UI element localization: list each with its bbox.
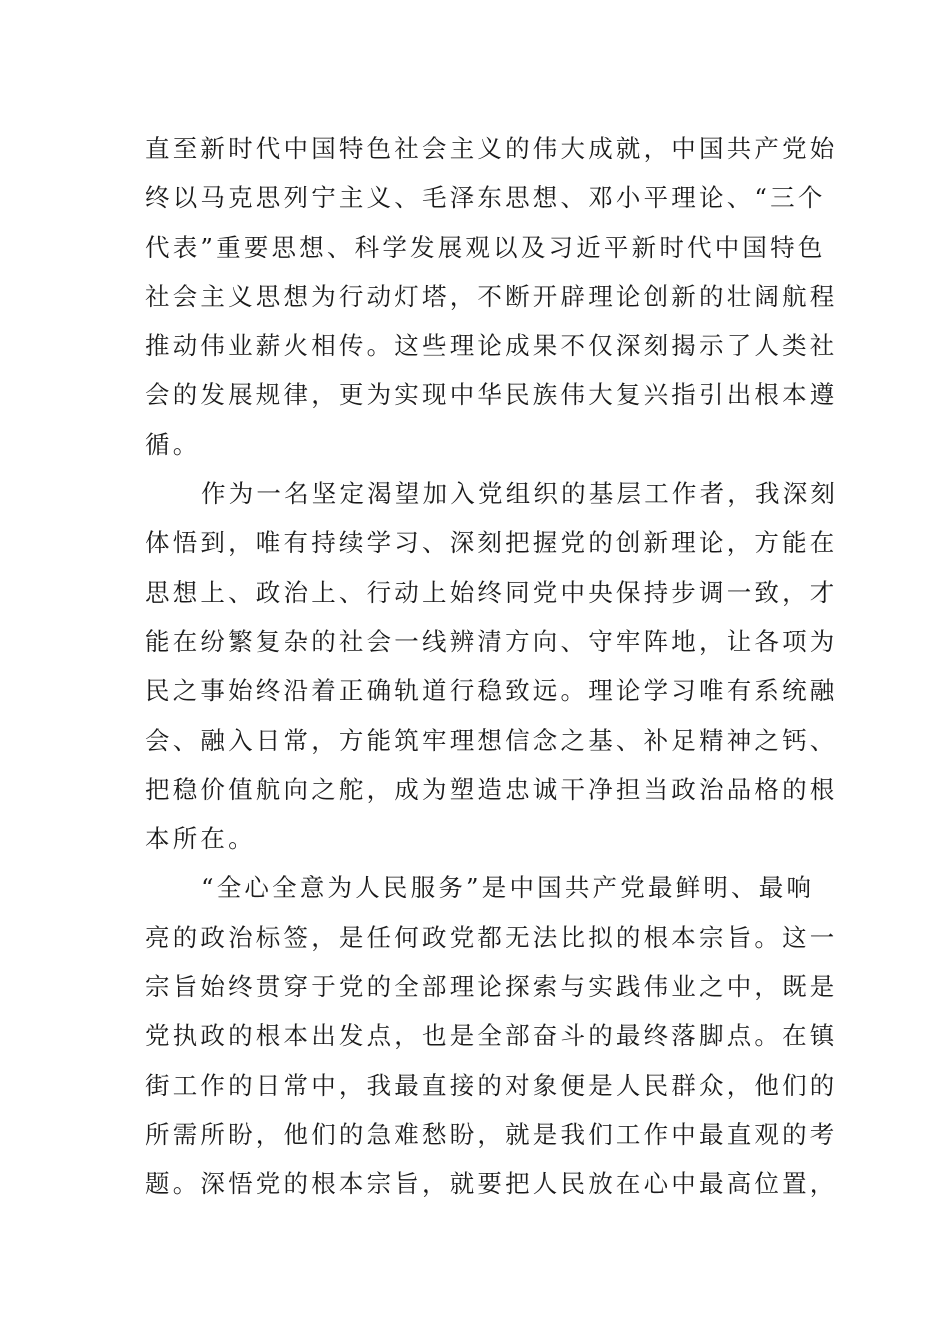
text-line: 题。深悟党的根本宗旨，就要把人民放在心中最高位置，: [145, 1169, 838, 1199]
text-line: 所需所盼，他们的急难愁盼，就是我们工作中最直观的考: [145, 1119, 838, 1149]
text-line: 循。: [145, 429, 201, 459]
text-line: 街工作的日常中，我最直接的对象便是人民群众，他们的: [145, 1070, 838, 1100]
text-line: 代表”重要思想、科学发展观以及习近平新时代中国特色: [145, 232, 826, 262]
text-line: 直至新时代中国特色社会主义的伟大成就，中国共产党始: [145, 134, 838, 163]
document-body: [145, 124, 839, 1209]
paragraph-3: [145, 863, 838, 1208]
text-line: 宗旨始终贯穿于党的全部理论探索与实践伟业之中，既是: [145, 972, 838, 1002]
text-line: 终以马克思列宁主义、毛泽东思想、邓小平理论、“三个: [145, 183, 826, 213]
paragraph-1: [145, 124, 838, 469]
text-line: 体悟到，唯有持续学习、深刻把握党的创新理论，方能在: [145, 528, 838, 558]
text-line: “全心全意为人民服务”是中国共产党最鲜明、最响: [201, 873, 815, 903]
text-line: 能在纷繁复杂的社会一线辨清方向、守牢阵地，让各项为: [145, 626, 838, 656]
text-line: 亮的政治标签，是任何政党都无法比拟的根本宗旨。这一: [145, 922, 838, 952]
text-line: 会的发展规律，更为实现中华民族伟大复兴指引出根本遵: [145, 380, 838, 410]
text-line: 把稳价值航向之舵，成为塑造忠诚干净担当政治品格的根: [145, 774, 838, 804]
text-line: 党执政的根本出发点，也是全部奋斗的最终落脚点。在镇: [145, 1021, 838, 1051]
text-line: 思想上、政治上、行动上始终同党中央保持步调一致，才: [145, 577, 838, 607]
text-line: 会、融入日常，方能筑牢理想信念之基、补足精神之钙、: [145, 725, 838, 755]
text-line: 社会主义思想为行动灯塔，不断开辟理论创新的壮阔航程: [145, 281, 838, 311]
text-line: 民之事始终沿着正确轨道行稳致远。理论学习唯有系统融: [145, 676, 838, 706]
text-line: 作为一名坚定渴望加入党组织的基层工作者，我深刻: [201, 479, 839, 509]
text-line: 本所在。: [145, 824, 256, 854]
text-line: 推动伟业薪火相传。这些理论成果不仅深刻揭示了人类社: [145, 331, 838, 361]
paragraph-2: [145, 469, 839, 863]
